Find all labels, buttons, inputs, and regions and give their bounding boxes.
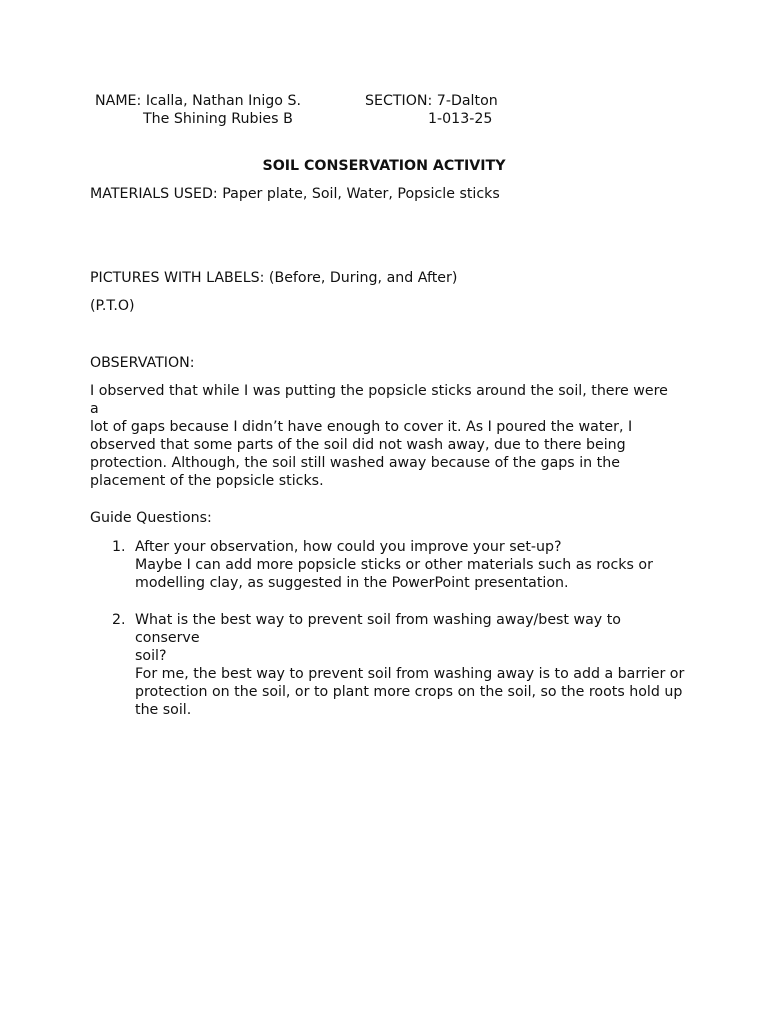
answer-line: protection on the soil, or to plant more crops on the soil, so the roots hold up <box>135 684 683 700</box>
question-text: What is the best way to prevent soil from washing away/best way to conserve <box>135 612 621 646</box>
activity-code: 1-013-25 <box>428 111 493 127</box>
pictures-label: PICTURES WITH LABELS: (Before, During, and After) <box>90 270 458 286</box>
observation-line: protection. Although, the soil still washed away because of the gaps in the <box>90 455 620 471</box>
answer-line: modelling clay, as suggested in the PowerPoint presentation. <box>135 575 569 591</box>
observation-line: observed that some parts of the soil did not wash away, due to there being <box>90 437 626 453</box>
question-item <box>90 611 690 719</box>
question-item <box>90 538 690 592</box>
observation-line: placement of the popsicle sticks. <box>90 473 324 489</box>
group-name: The Shining Rubies B <box>143 111 293 127</box>
answer-line: the soil. <box>135 702 192 718</box>
pto-note: (P.T.O) <box>90 298 135 314</box>
answer-line: For me, the best way to prevent soil from washing away is to add a barrier or <box>135 666 685 682</box>
section-label: SECTION: 7-Dalton <box>365 93 498 109</box>
question-number: 2. <box>112 612 126 628</box>
answer-line: Maybe I can add more popsicle sticks or other materials such as rocks or <box>135 557 653 573</box>
observation-line: lot of gaps because I didn’t have enough to cover it. As I poured the water, I <box>90 419 633 435</box>
observation-line: I observed that while I was putting the popsicle sticks around the soil, there were a <box>90 383 668 417</box>
guide-questions-list <box>90 538 690 719</box>
question-text: After your observation, how could you improve your set-up? <box>135 539 562 555</box>
question-text: soil? <box>135 648 167 664</box>
guide-questions-heading: Guide Questions: <box>90 510 212 526</box>
observation-heading: OBSERVATION: <box>90 355 195 371</box>
observation-paragraph <box>90 382 680 490</box>
student-name: NAME: Icalla, Nathan Inigo S. <box>95 93 301 109</box>
question-number: 1. <box>112 539 126 555</box>
materials-used: MATERIALS USED: Paper plate, Soil, Water, Popsicle sticks <box>90 186 500 202</box>
document-title: SOIL CONSERVATION ACTIVITY <box>262 158 506 174</box>
